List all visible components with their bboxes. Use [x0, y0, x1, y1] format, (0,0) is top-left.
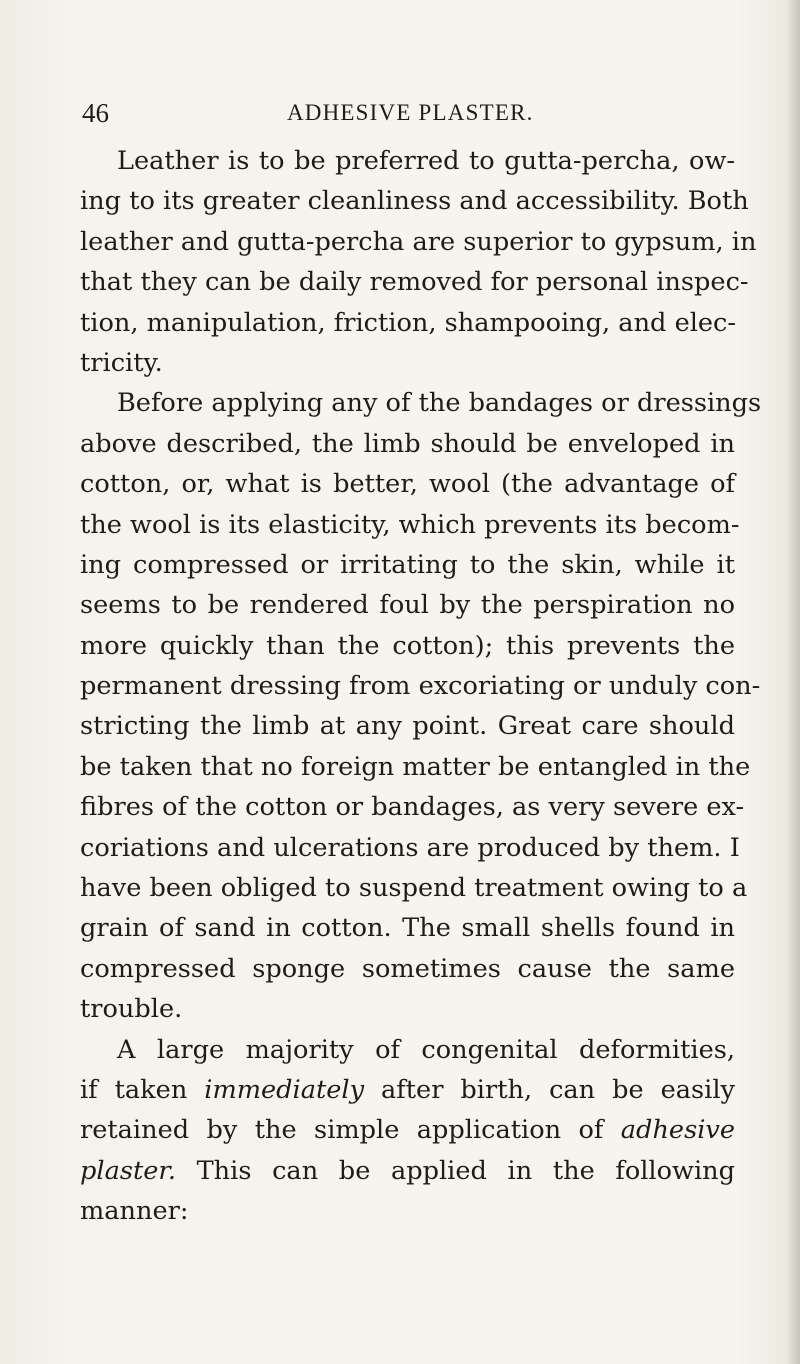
text-line: be taken that no foreign matter be entangled in the	[80, 751, 751, 782]
text-line: coriations and ulcerations are produced by them. I	[80, 832, 740, 863]
italic-word: adhesive	[620, 1115, 735, 1146]
running-title: ADHESIVE PLASTER.	[287, 100, 534, 125]
text-line: Leather is to be preferred to gutta-percha, ow-	[117, 146, 735, 176]
text-line: grain of sand in cotton. The small shells found in	[80, 913, 735, 944]
text-line: cotton, or, what is better, wool (the advantage of	[80, 469, 735, 500]
text-line	[80, 1070, 735, 1110]
text-line: more quickly than the cotton); this prevents the	[80, 630, 735, 661]
italic-word: plaster.	[80, 1155, 176, 1186]
line-segment: if taken	[80, 1074, 188, 1105]
text-line: A large majority of congenital deformities,	[117, 1034, 735, 1065]
text-line: ing to its greater cleanliness and accessibility. Both	[80, 186, 749, 217]
line-segment: retained by the simple application of	[80, 1115, 604, 1146]
text-line: tricity.	[80, 347, 163, 378]
text-line: Before applying any of the bandages or dressings	[117, 388, 762, 419]
page-edge-shadow	[786, 0, 800, 1364]
line-segment: after birth, can be easily	[381, 1074, 735, 1105]
text-line: stricting the limb at any point. Great care should	[80, 711, 735, 742]
text-line: ing compressed or irritating to the skin, while it	[80, 549, 735, 580]
text-line: leather and gutta-percha are superior to gypsum, in	[80, 226, 757, 257]
text-line: compressed sponge sometimes cause the same	[80, 953, 735, 984]
text-line: fibres of the cotton or bandages, as very severe ex-	[80, 792, 745, 823]
text-line: tion, manipulation, friction, shampooing, and elec-	[80, 307, 737, 338]
text-line: above described, the limb should be enveloped in	[80, 428, 735, 459]
italic-word: immediately	[204, 1074, 365, 1105]
text-line: trouble.	[80, 994, 183, 1025]
text-line	[80, 1110, 735, 1150]
body-text	[80, 141, 762, 1232]
page-number: 46	[82, 98, 109, 128]
text-line: that they can be daily removed for personal inspec-	[80, 267, 749, 298]
text-line	[80, 1151, 735, 1191]
text-line: seems to be rendered foul by the perspiration no	[80, 590, 735, 621]
text-line: permanent dressing from excoriating or unduly con-	[80, 671, 761, 702]
text-line: the wool is its elasticity, which prevents its becom-	[80, 509, 740, 540]
line-segment: This can be applied in the following	[196, 1155, 735, 1186]
text-line: have been obliged to suspend treatment owing to a	[80, 873, 748, 904]
text-line: manner:	[80, 1196, 189, 1227]
running-head	[82, 98, 722, 128]
